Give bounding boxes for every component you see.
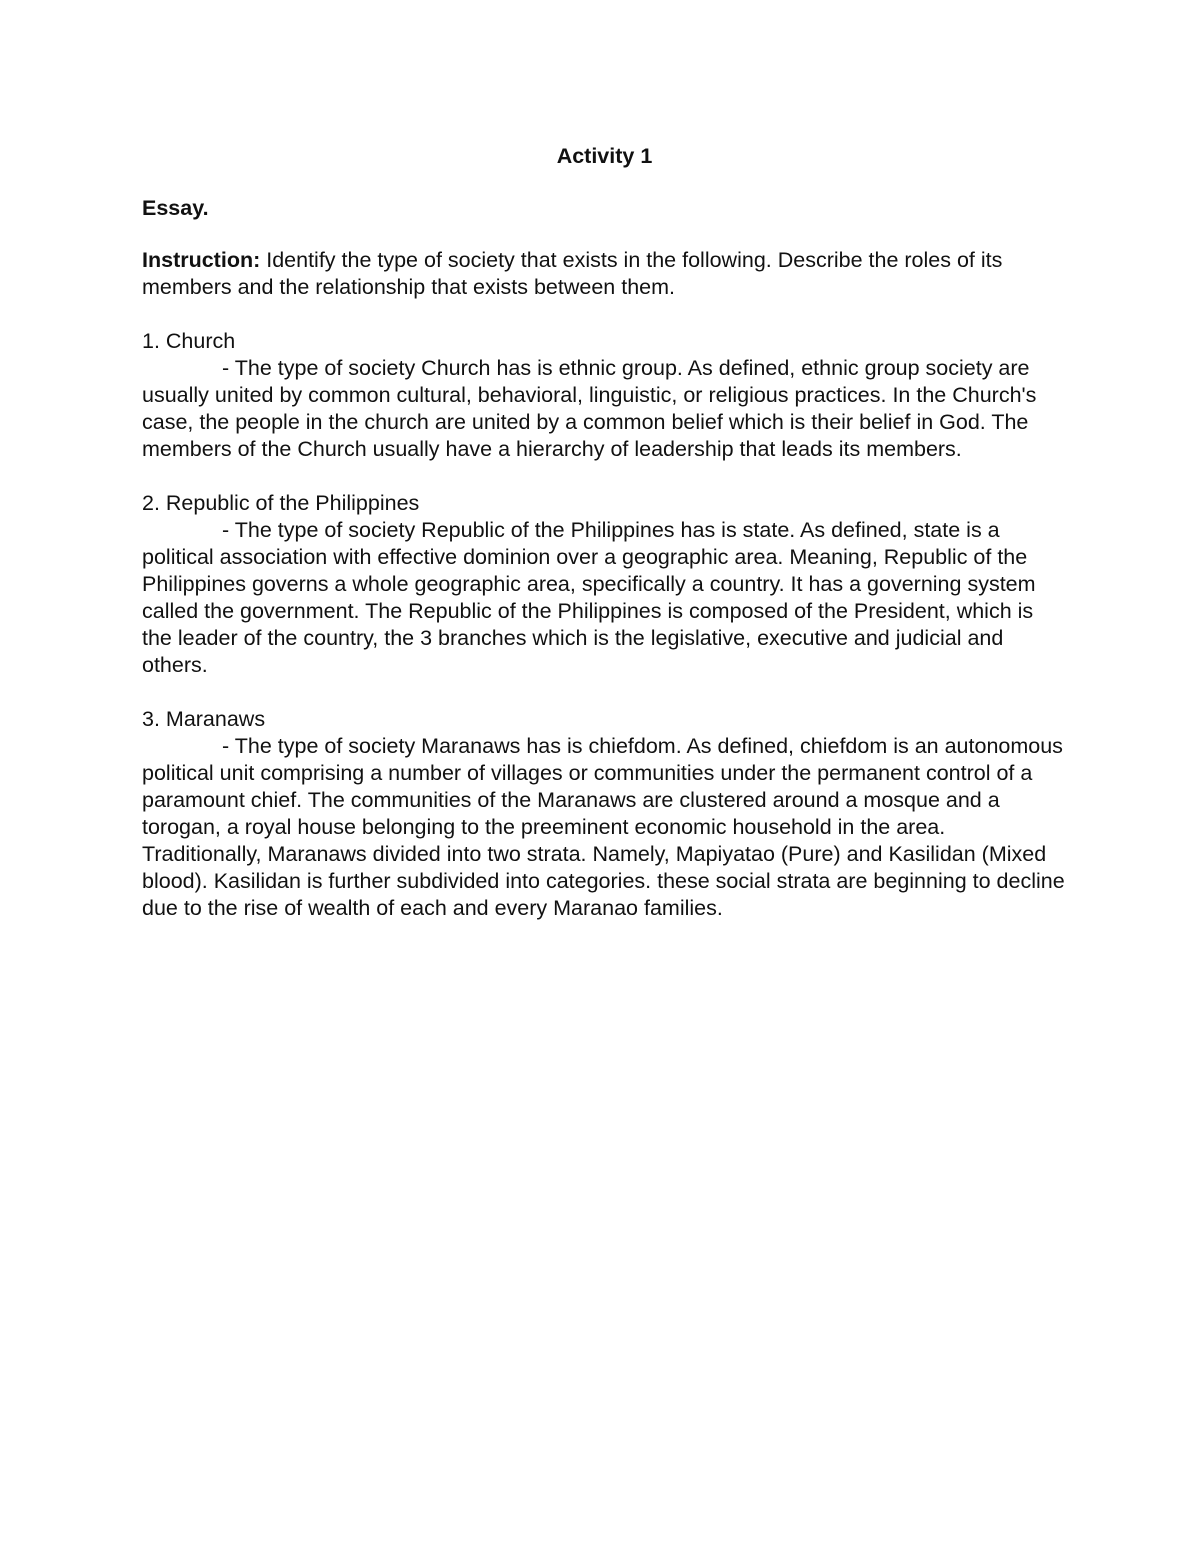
item-heading: 1. Church bbox=[142, 329, 236, 353]
instruction-text: Identify the type of society that exists in the following. Describe the roles of its members and the relationship that exists between them. bbox=[142, 248, 1003, 299]
item-heading: 3. Maranaws bbox=[142, 707, 266, 731]
instruction-label: Instruction: bbox=[142, 248, 261, 272]
item-heading: 2. Republic of the Philippines bbox=[142, 491, 420, 515]
essay-item-church bbox=[142, 328, 1067, 463]
essay-item-republic bbox=[142, 490, 1067, 679]
item-body: - The type of society Maranaws has is chiefdom. As defined, chiefdom is an autonomous political unit comprising a number of villages or communities under the permanent control of a paramount chief. The communities of the Maranaws are clustered around a mosque and a torogan, a royal house belonging to the preeminent economic household in the area. Traditionally, Maranaws divided into two strata. Namely, Mapiyatao (Pure) and Kasilidan (Mixed blood). Kasilidan is further subdivided into categories. these social strata are beginning to decline due to the rise of wealth of each and every Maranao families. bbox=[142, 734, 1065, 920]
item-body: - The type of society Republic of the Philippines has is state. As defined, state is a political association with effective dominion over a geographic area. Meaning, Republic of the Philippines governs a whole geographic area, specifically a country. It has a governing system called the government. The Republic of the Philippines is composed of the President, which is the leader of the country, the 3 branches which is the legislative, executive and judicial and others. bbox=[142, 518, 1036, 677]
document-content bbox=[142, 143, 1067, 949]
instruction-paragraph bbox=[142, 247, 1067, 301]
document-title: Activity 1 bbox=[556, 144, 653, 168]
essay-item-maranaws bbox=[142, 706, 1067, 922]
item-body: - The type of society Church has is ethnic group. As defined, ethnic group society are usually united by common cultural, behavioral, linguistic, or religious practices. In the Church's case, the people in the church are united by a common belief which is their belief in God. The members of the Church usually have a hierarchy of leadership that leads its members. bbox=[142, 356, 1037, 461]
document-subtitle: Essay. bbox=[142, 196, 209, 220]
